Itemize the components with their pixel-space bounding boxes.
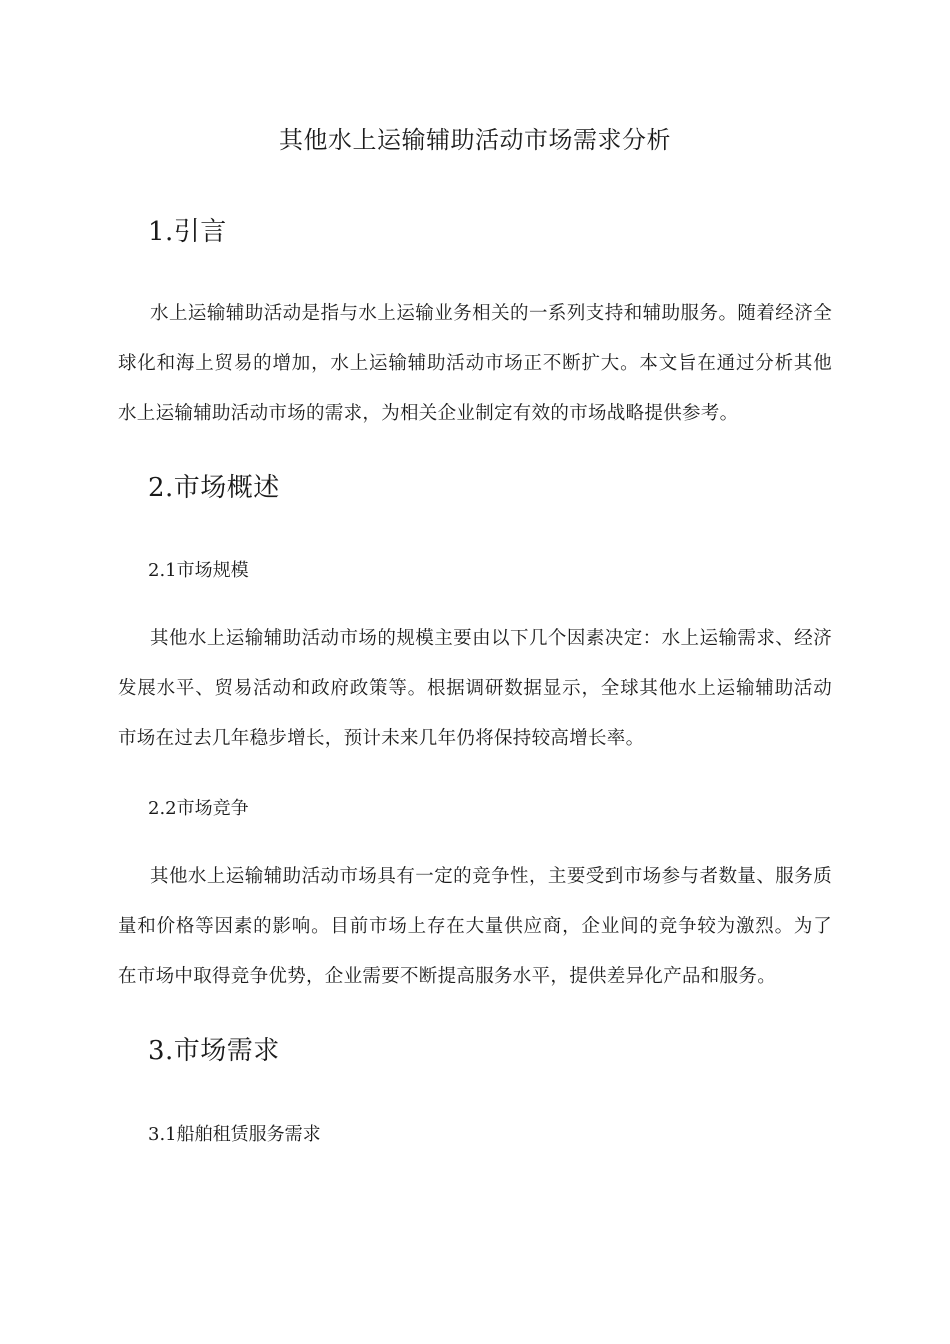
market-size-paragraph: 其他水上运输辅助活动市场的规模主要由以下几个因素决定：水上运输需求、经济发展水平、贸易活动和政府政策等。根据调研数据显示，全球其他水上运输辅助活动市场在过去几年稳步增长，预计未来几年仍将保持较高增长率。 [118, 628, 832, 749]
subsection-heading-market-competition: 2.2市场竞争 [148, 798, 249, 819]
market-competition-paragraph: 其他水上运输辅助活动市场具有一定的竞争性，主要受到市场参与者数量、服务质量和价格等因素的影响。目前市场上存在大量供应商，企业间的竞争较为激烈。为了在市场中取得竞争优势，企业需要不断提高服务水平，提供差异化产品和服务。 [118, 866, 832, 987]
subsection-heading-ship-leasing-demand: 3.1船舶租赁服务需求 [148, 1124, 321, 1145]
document-title: 其他水上运输辅助活动市场需求分析 [279, 126, 671, 154]
section-heading-market-demand: 3.市场需求 [148, 1036, 280, 1066]
subsection-heading-market-size: 2.1市场规模 [148, 560, 249, 581]
introduction-paragraph: 水上运输辅助活动是指与水上运输业务相关的一系列支持和辅助服务。随着经济全球化和海上贸易的增加，水上运输辅助活动市场正不断扩大。本文旨在通过分析其他水上运输辅助活动市场的需求，为相关企业制定有效的市场战略提供参考。 [118, 303, 832, 424]
section-heading-market-overview: 2.市场概述 [148, 473, 280, 503]
section-heading-introduction: 1.引言 [148, 217, 227, 247]
